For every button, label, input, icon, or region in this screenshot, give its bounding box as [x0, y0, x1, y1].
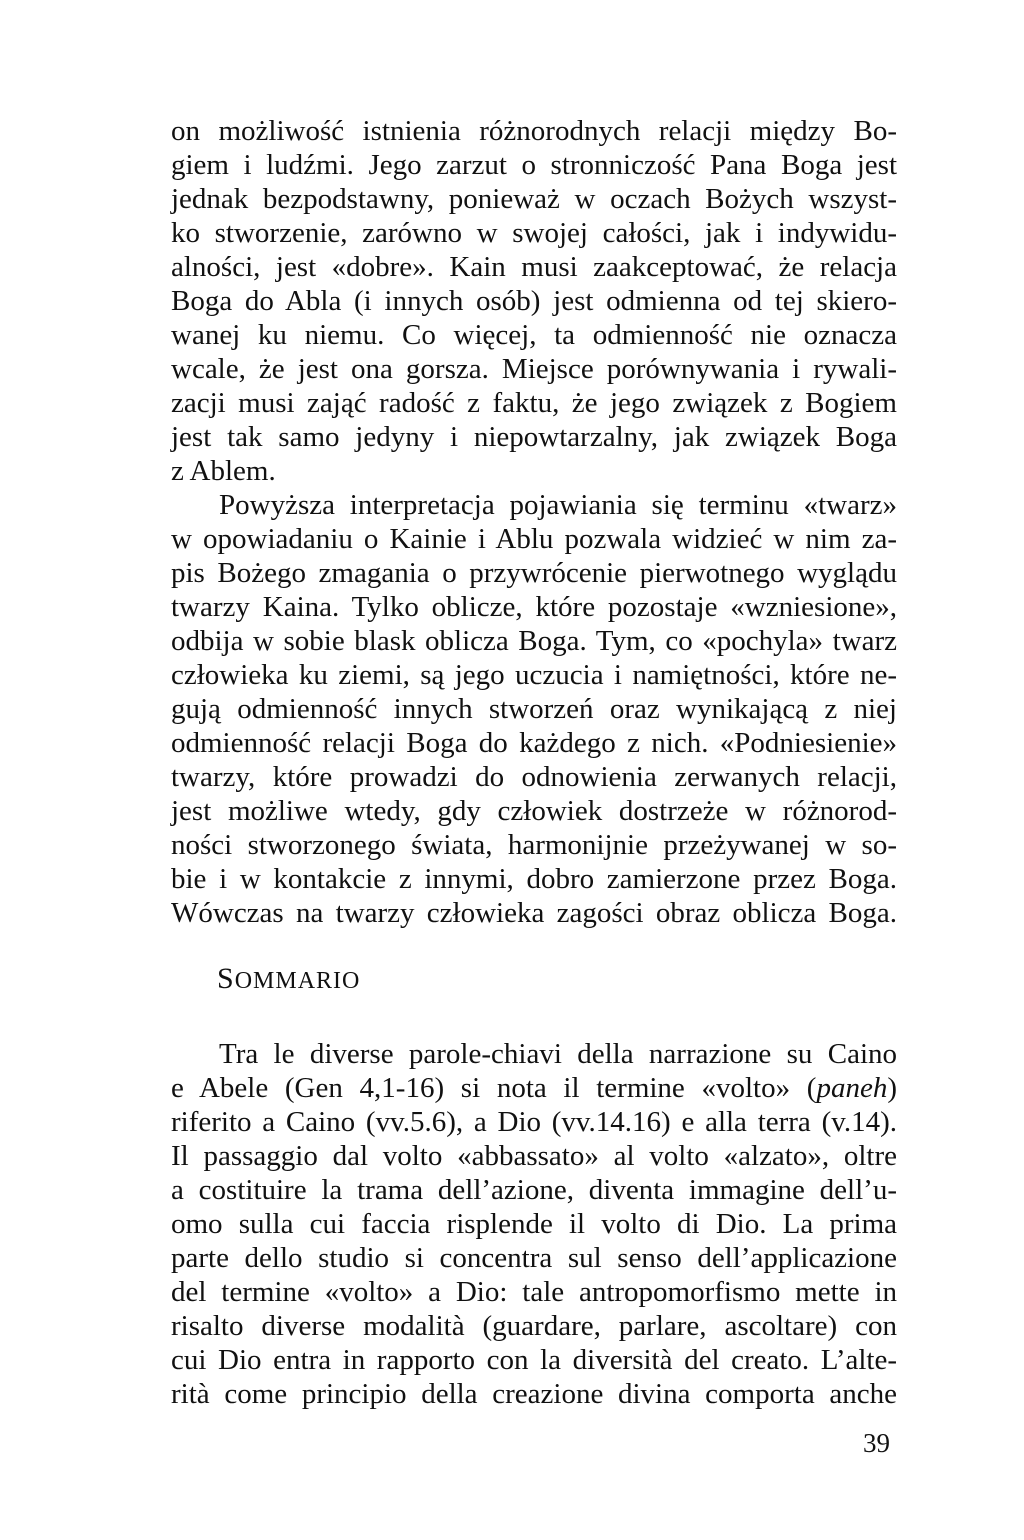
text-line: odbija w sobie blask oblicza Boga. Tym, co «pochyla» twarz [171, 625, 897, 657]
text-line: wcale, że jest ona gorsza. Miejsce porównywania i rywali- [171, 353, 897, 385]
text-line: a costituire la trama dell’azione, diventa immagine dell’u- [171, 1174, 897, 1206]
text-line: wanej ku niemu. Co więcej, ta odmienność nie oznacza [171, 319, 897, 351]
text-line: gują odmienność innych stworzeń oraz wynikającą z niej [171, 693, 897, 725]
text-line: ko stworzenie, zarówno w swojej całości, jak i indywidu- [171, 217, 897, 249]
text-segment: ) [887, 1072, 897, 1104]
text-line: omo sulla cui faccia risplende il volto di Dio. La prima [171, 1208, 897, 1240]
text-line: jest możliwe wtedy, gdy człowiek dostrzeże w różnorod- [171, 795, 897, 827]
text-line: twarzy, które prowadzi do odnowienia zerwanych relacji, [171, 761, 897, 793]
text-line: parte dello studio si concentra sul senso dell’applicazione [171, 1242, 897, 1274]
text-line: bie i w kontakcie z innymi, dobro zamierzone przez Boga. [171, 863, 897, 895]
section-heading-sommario [217, 964, 360, 996]
italic-term: paneh [816, 1072, 888, 1104]
text-line: w opowiadaniu o Kainie i Ablu pozwala widzieć w nim za- [171, 523, 897, 555]
text-line: odmienność relacji Boga do każdego z nich. «Podniesienie» [171, 727, 897, 759]
heading-initial: S [217, 962, 235, 995]
text-line: ności stworzonego świata, harmonijnie przeżywanej w so- [171, 829, 897, 861]
text-line: risalto diverse modalità (guardare, parlare, ascoltare) con [171, 1310, 897, 1342]
text-line: rità come principio della creazione divina comporta anche [171, 1378, 897, 1410]
text-line: Boga do Abla (i innych osób) jest odmienna od tej skiero- [171, 285, 897, 317]
text-line: del termine «volto» a Dio: tale antropomorfismo mette in [171, 1276, 897, 1308]
text-line: pis Bożego zmagania o przywrócenie pierwotnego wyglądu [171, 557, 897, 589]
text-line-with-italic [171, 1071, 897, 1105]
text-line: jest tak samo jedyny i niepowtarzalny, jak związek Boga [171, 421, 897, 453]
text-line: Wówczas na twarzy człowieka zagości obraz oblicza Boga. [171, 897, 897, 929]
text-segment: e Abele (Gen 4,1-16) si nota il termine «volto» ( [171, 1072, 817, 1104]
text-line: z Ablem. [171, 455, 276, 487]
text-line: cui Dio entra in rapporto con la diversità del creato. L’alte- [171, 1344, 897, 1376]
text-line: riferito a Caino (vv.5.6), a Dio (vv.14.16) e alla terra (v.14). [171, 1106, 897, 1138]
text-line: Powyższa interpretacja pojawiania się terminu «twarz» [219, 489, 897, 521]
text-line: twarzy Kaina. Tylko oblicze, które pozostaje «wzniesione», [171, 591, 897, 623]
text-line: Il passaggio dal volto «abbassato» al volto «alzato», oltre [171, 1140, 897, 1172]
text-line: Tra le diverse parole-chiavi della narrazione su Caino [219, 1038, 897, 1070]
text-line: jednak bezpodstawny, ponieważ w oczach Bożych wszyst- [171, 183, 897, 215]
text-line: zacji musi zająć radość z faktu, że jego związek z Bogiem [171, 387, 897, 419]
text-line: alności, jest «dobre». Kain musi zaakceptować, że relacja [171, 251, 897, 283]
heading-rest: OMMARIO [234, 968, 361, 994]
page-number: 39 [863, 1428, 890, 1458]
text-line: on możliwość istnienia różnorodnych relacji między Bo- [171, 115, 897, 147]
text-line: człowieka ku ziemi, są jego uczucia i namiętności, które ne- [171, 659, 897, 691]
text-line: giem i ludźmi. Jego zarzut o stronniczość Pana Boga jest [171, 149, 897, 181]
